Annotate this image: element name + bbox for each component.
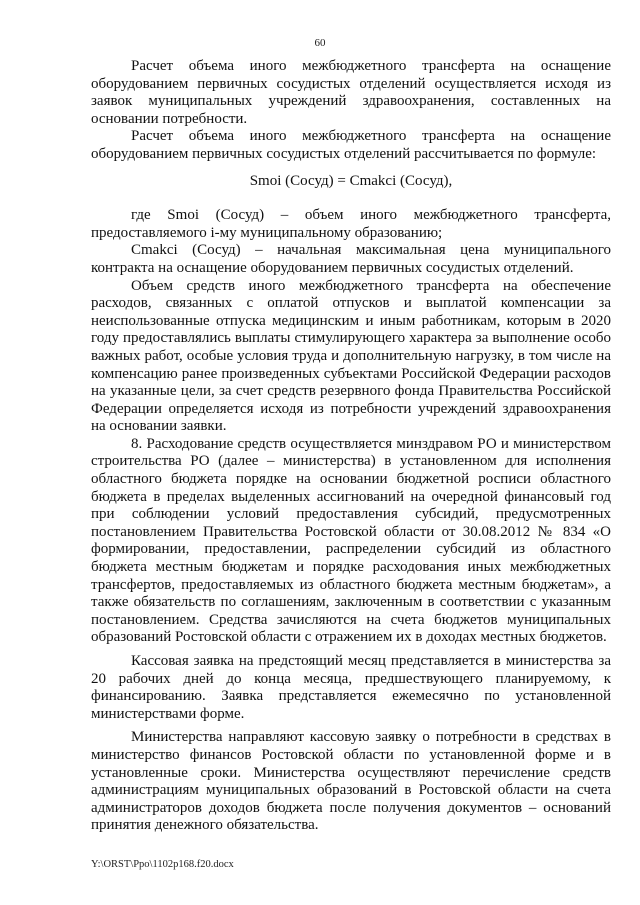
page-number: 60	[314, 37, 326, 49]
paragraph: Объем средств иного межбюджетного трансферта на обеспечение расходов, связанных с оплатой отпусков и выплатой компенсации за неиспользованные отпуска медицинским и иным работникам, которым в 2020 году предоставлялись выплаты стимулирующего характера за выполнение особо важных работ, особые условия труда и дополнительную нагрузку, в том числе на компенсацию ранее произведенных субъектами Российской Федерации расходов на указанные цели, за счет средств резервного фонда Правительства Российской Федерации определяется исходя из потребности учреждений здравоохранения на основании заявки.	[91, 277, 611, 435]
paragraph: Расчет объема иного межбюджетного трансферта на оснащение оборудованием первичных сосудистых отделений осуществляется исходя из заявок муниципальных учреждений здравоохранения, составленных на основании потребности.	[91, 58, 611, 127]
paragraph: Cmakci (Сосуд) – начальная максимальная цена муниципального контракта на оснащение оборудованием первичных сосудистых отделений.	[91, 242, 611, 276]
paragraph: Кассовая заявка на предстоящий месяц представляется в министерства за 20 рабочих дней до конца месяца, предшествующего планируемому, к финансированию. Заявка представляется ежемесячно по установленной министерствами форме.	[91, 653, 611, 722]
paragraph: Расчет объема иного межбюджетного трансферта на оснащение оборудованием первичных сосудистых отделений рассчитывается по формуле:	[91, 128, 611, 162]
paragraph: Министерства направляют кассовую заявку о потребности в средствах в министерство финансов Ростовской области по установленной форме и в установленные сроки. Министерства осуществляют перечисление средств администрациям муниципальных образований в Ростовской области на счета администраторов доходов бюджета после получения документов – оснований принятия денежного обязательства.	[91, 729, 611, 834]
formula: Smoi (Сосуд) = Cmakci (Сосуд),	[249, 172, 453, 189]
document-body	[91, 58, 611, 835]
paragraph: 8. Расходование средств осуществляется минздравом РО и министерством строительства РО (далее – министерства) в установленном для исполнения областного бюджета порядке на основании бюджетной росписи областного бюджета в пределах выделенных ассигнований на очередной финансовый год при соблюдении условий предоставления субсидий, предусмотренных постановлением Правительства Ростовской области от 30.08.2012 № 834 «О формировании, предоставлении, распределении субсидий из областного бюджета местным бюджетам и порядке расходования иных межбюджетных трансфертов, предоставляемых из областного бюджета местным бюджетам», а также обязательств по соглашениям, заключенным в соответствии с указанным постановлением. Средства зачисляются на счета бюджетов муниципальных образований Ростовской области с отражением их в доходах местных бюджетов.	[91, 435, 611, 646]
paragraph: где Smoi (Сосуд) – объем иного межбюджетного трансферта, предоставляемого i-му муниципальному образованию;	[91, 207, 611, 241]
footer-file-path: Y:\ORST\Ppo\1102p168.f20.docx	[91, 859, 234, 870]
